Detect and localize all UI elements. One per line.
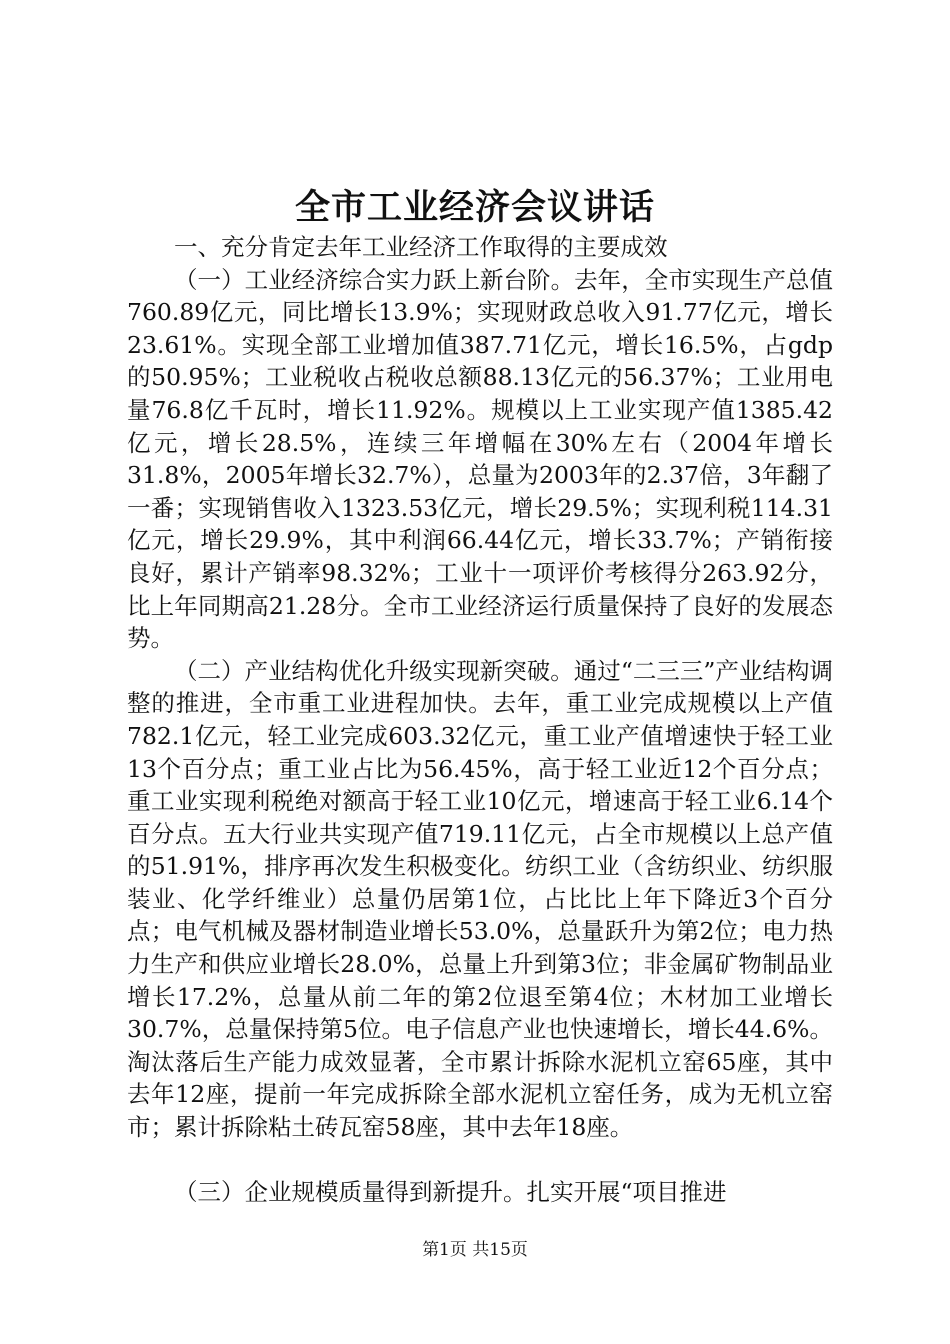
page-footer: 第1页 共15页: [422, 1240, 528, 1260]
section-heading: 一、充分肯定去年工业经济工作取得的主要成效: [174, 233, 668, 261]
paragraph-gap: [127, 1144, 833, 1176]
paragraph-1: （一）工业经济综合实力跃上新台阶。去年，全市实现生产总值760.89亿元，同比增长13.9%；实现财政总收入91.77亿元，增长23.61%。实现全部工业增加值387.71亿元，增长16.5%，占gdp的50.95%；工业税收占税收总额88.13亿元的56.37%；工业用电量76.8亿千瓦时，增长11.92%。规模以上工业实现产值1385.42亿元，增长28.5%，连续三年增幅在30%左右（2004年增长31.8%，2005年增长32.7%），总量为2003年的2.37倍，3年翻了一番；实现销售收入1323.53亿元，增长29.5%；实现利税114.31亿元，增长29.9%，其中利润66.44亿元，增长33.7%；产销衔接良好，累计产销率98.32%；工业十一项评价考核得分263.92分，比上年同期高21.28分。全市工业经济运行质量保持了良好的发展态势。: [127, 265, 833, 653]
paragraph-3: （三）企业规模质量得到新提升。扎实开展“项目推进: [174, 1177, 727, 1206]
document-body: [127, 231, 833, 1208]
document-title: 全市工业经济会议讲话: [294, 187, 655, 228]
paragraph-2: （二）产业结构优化升级实现新突破。通过“二三三”产业结构调整的推进，全市重工业进程加快。去年，重工业完成规模以上产值782.1亿元，轻工业完成603.32亿元，重工业产值增速快于轻工业13个百分点；重工业占比为56.45%，高于轻工业近12个百分点；重工业实现利税绝对额高于轻工业10亿元，增速高于轻工业6.14个百分点。五大行业共实现产值719.11亿元，占全市规模以上总产值的51.91%，排序再次发生积极变化。纺织工业（含纺织业、纺织服装业、化学纤维业）总量仍居第1位，占比比上年下降近3个百分点；电气机械及器材制造业增长53.0%，总量跃升为第2位；电力热力生产和供应业增长28.0%，总量上升到第3位；非金属矿物制品业增长17.2%，总量从前二年的第2位退至第4位；木材加工业增长30.7%，总量保持第5位。电子信息产业也快速增长，增长44.6%。淘汰落后生产能力成效显著，全市累计拆除水泥机立窑65座，其中去年12座，提前一年完成拆除全部水泥机立窑任务，成为无机立窑市；累计拆除粘土砖瓦窑58座，其中去年18座。: [127, 656, 833, 1142]
